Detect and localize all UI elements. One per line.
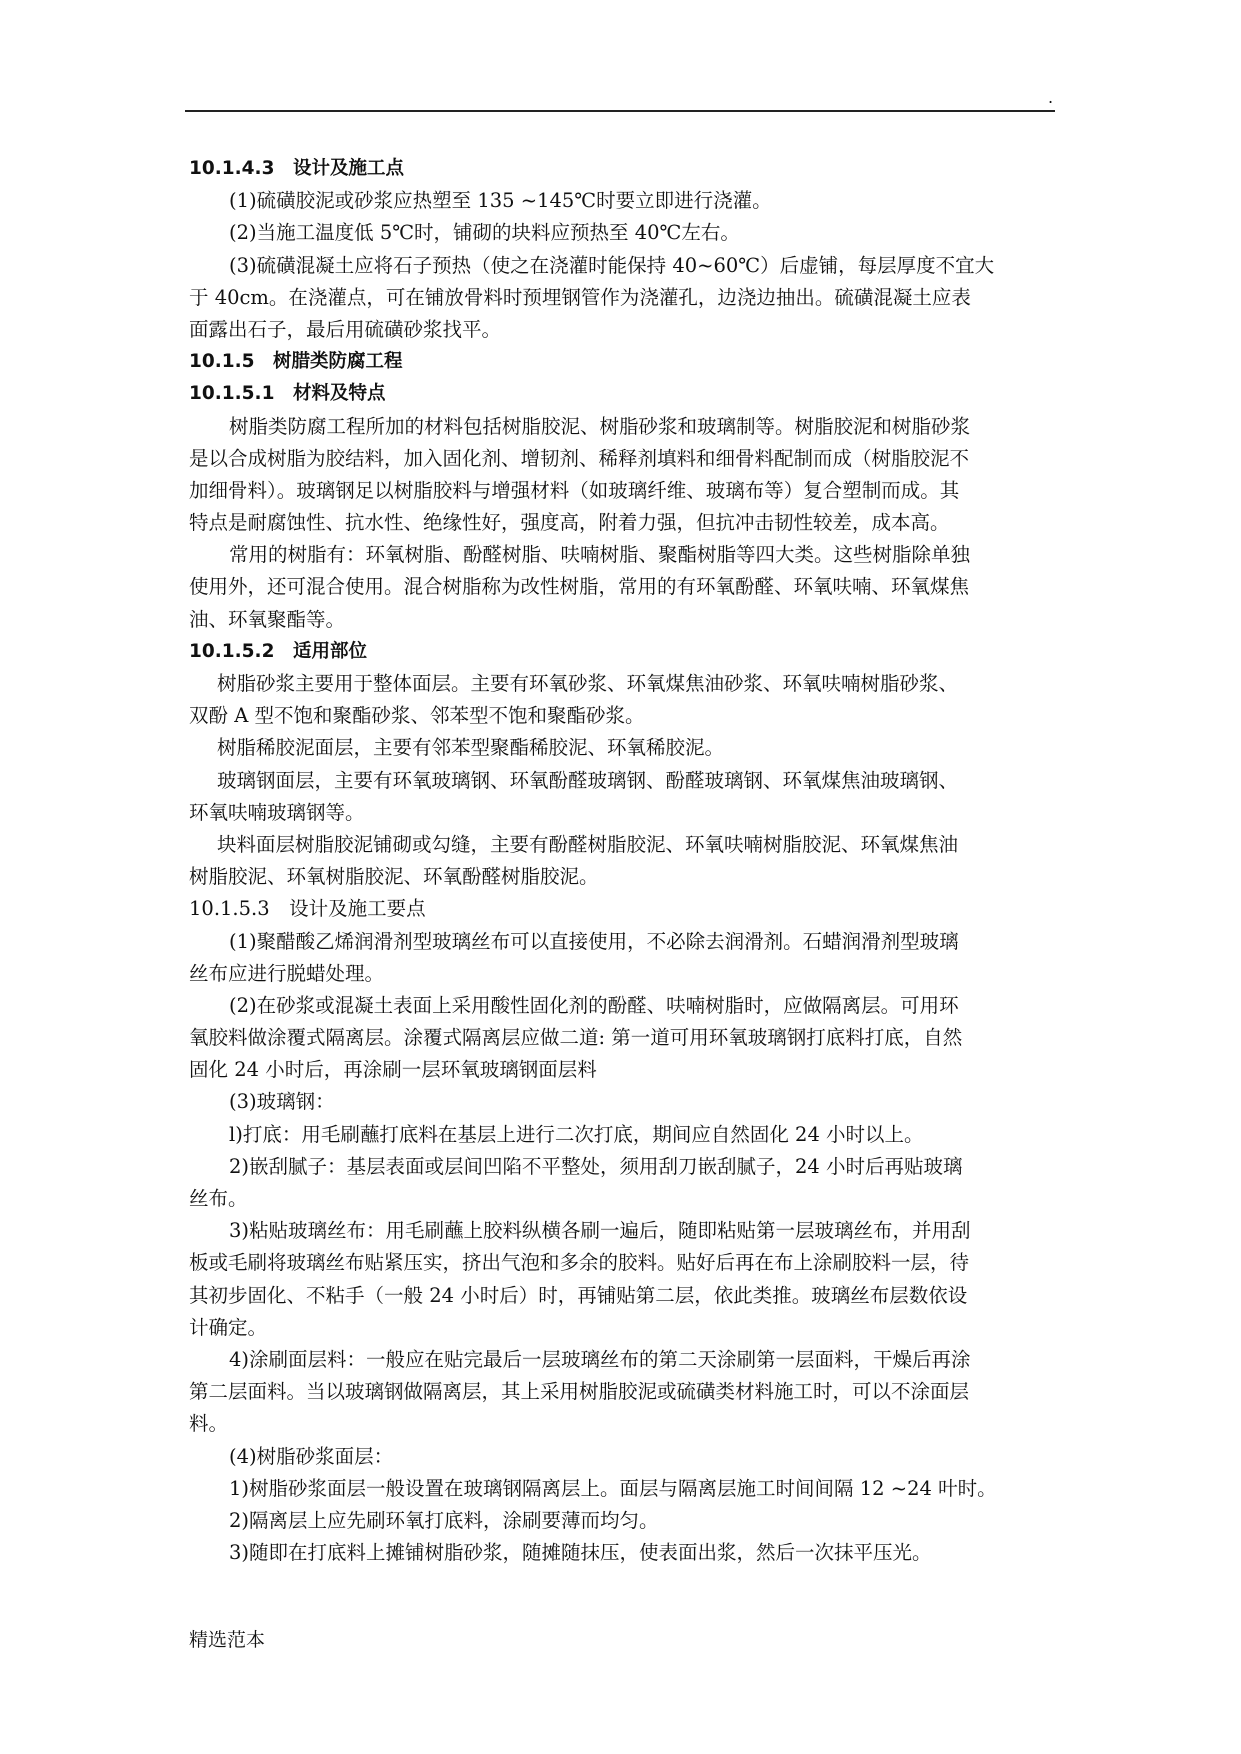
paragraph-line: 计确定。	[189, 1315, 268, 1339]
paragraph-line: 块料面层树脂胶泥铺砌或勾缝，主要有酚醛树脂胶泥、环氧呋喃树脂胶泥、环氧煤焦油	[217, 832, 959, 856]
paragraph-line: 树脂砂浆主要用于整体面层。主要有环氧砂浆、环氧煤焦油砂浆、环氧呋喃树脂砂浆、	[217, 672, 959, 695]
paragraph-line: (2)当施工温度低 5℃时，铺砌的块料应预热至 40℃左右。	[229, 221, 740, 245]
paragraph-line: (1)聚醋酸乙烯润滑剂型玻璃丝布可以直接使用，不必除去润滑剂。石蜡润滑剂型玻璃	[229, 929, 959, 953]
paragraph-line: 是以合成树脂为胶结料，加入固化剂、增韧剂、稀释剂填料和细骨料配制而成（树脂胶泥不	[189, 446, 970, 470]
section-heading: 10.1.5.3 设计及施工要点	[189, 897, 426, 921]
paragraph-line: 面露出石子，最后用硫磺砂浆找平。	[189, 317, 502, 341]
paragraph-line: 油、环氧聚酯等。	[189, 607, 346, 631]
paragraph-line: 2)嵌刮腻子：基层表面或层间凹陷不平整处，须用刮刀嵌刮腻子，24 小时后再贴玻璃	[229, 1154, 963, 1178]
paragraph-line: 丝布。	[189, 1187, 248, 1210]
paragraph-line: 加细骨料）。玻璃钢足以树脂胶料与增强材料（如玻璃纤维、玻璃布等）复合塑制而成。其	[189, 478, 960, 502]
paragraph-line: (2)在砂浆或混凝土表面上采用酸性固化剂的酚醛、呋喃树脂时，应做隔离层。可用环	[229, 993, 959, 1017]
paragraph-line: 固化 24 小时后，再涂刷一层环氧玻璃钢面层料	[189, 1058, 597, 1082]
header-mark: .	[1048, 88, 1054, 107]
paragraph-line: 1)树脂砂浆面层一般设置在玻璃钢隔离层上。面层与隔离层施工时间间隔 12 ~24 叶时。	[229, 1476, 997, 1500]
paragraph-line: 特点是耐腐蚀性、抗水性、绝缘性好，强度高，附着力强，但抗冲击韧性较差，成本高。	[189, 511, 950, 535]
document-body	[189, 153, 1057, 1569]
paragraph-line: 玻璃钢面层，主要有环氧玻璃钢、环氧酚醛玻璃钢、酚醛玻璃钢、环氧煤焦油玻璃钢、	[217, 768, 959, 792]
paragraph-line: l)打底：用毛刷蘸打底料在基层上进行二次打底，期间应自然固化 24 小时以上。	[229, 1122, 924, 1146]
paragraph-line: 4)涂刷面层料：一般应在贴完最后一层玻璃丝布的第二天涂刷第一层面料，干燥后再涂	[229, 1347, 971, 1371]
section-heading: 10.1.5 树腊类防腐工程	[189, 351, 403, 373]
paragraph-line: 环氧呋喃玻璃钢等。	[189, 800, 365, 824]
header-rule	[185, 110, 1055, 112]
paragraph-line: (3)硫磺混凝土应将石子预热（使之在浇灌时能保持 40~60℃）后虚铺，每层厚度不宜大	[229, 253, 995, 277]
paragraph-line: 板或毛刷将玻璃丝布贴紧压实，挤出气泡和多余的胶料。贴好后再在布上涂刷胶料一层，待	[189, 1251, 970, 1275]
section-heading: 10.1.5.1 材料及特点	[189, 383, 386, 405]
paragraph-line: 常用的树脂有：环氧树脂、酚醛树脂、呋喃树脂、聚酯树脂等四大类。这些树脂除单独	[229, 543, 971, 567]
paragraph-line: (4)树脂砂浆面层：	[229, 1444, 394, 1468]
paragraph-line: 于 40cm。在浇灌点，可在铺放骨料时预埋钢管作为浇灌孔，边浇边抽出。硫磺混凝土应表	[189, 285, 971, 309]
paragraph-line: 3)随即在打底料上摊铺树脂砂浆，随摊随抹压，使表面出浆，然后一次抹平压光。	[229, 1541, 932, 1565]
section-heading: 10.1.5.2 适用部位	[189, 640, 367, 662]
paragraph-line: 双酚 A 型不饱和聚酯砂浆、邻苯型不饱和聚酯砂浆。	[189, 704, 645, 728]
paragraph-line: 料。	[189, 1412, 229, 1436]
paragraph-line: 2)隔离层上应先刷环氧打底料，涂刷要薄而均匀。	[229, 1508, 659, 1532]
paragraph-line: 第二层面料。当以玻璃钢做隔离层，其上采用树脂胶泥或硫磺类材料施工时，可以不涂面层	[189, 1380, 970, 1404]
paragraph-line: 树脂稀胶泥面层，主要有邻苯型聚酯稀胶泥、环氧稀胶泥。	[217, 736, 725, 760]
paragraph-line: 树脂类防腐工程所加的材料包括树脂胶泥、树脂砂浆和玻璃制等。树脂胶泥和树脂砂浆	[229, 414, 971, 438]
paragraph-line: (1)硫磺胶泥或砂浆应热塑至 135 ~145℃时要立即进行浇灌。	[229, 189, 772, 213]
paragraph-line: 树脂胶泥、环氧树脂胶泥、环氧酚醛树脂胶泥。	[189, 865, 599, 889]
paragraph-line: 氧胶料做涂覆式隔离层。涂覆式隔离层应做二道: 第一道可用环氧玻璃钢打底料打底，自然	[189, 1026, 963, 1050]
paragraph-line: 丝布应进行脱蜡处理。	[189, 961, 385, 985]
paragraph-line: 3)粘贴玻璃丝布：用毛刷蘸上胶料纵横各刷一遍后，随即粘贴第一层玻璃丝布，并用刮	[229, 1219, 971, 1243]
footer-text: 精选范本	[189, 1629, 266, 1651]
paragraph-line: 其初步固化、不粘手（一般 24 小时后）时，再铺贴第二层，依此类推。玻璃丝布层数依设	[189, 1283, 968, 1307]
paragraph-line: 使用外，还可混合使用。混合树脂称为改性树脂，常用的有环氧酚醛、环氧呋喃、环氧煤焦	[189, 575, 970, 599]
section-heading: 10.1.4.3 设计及施工点	[189, 158, 404, 179]
paragraph-line: (3)玻璃钢：	[229, 1090, 335, 1114]
